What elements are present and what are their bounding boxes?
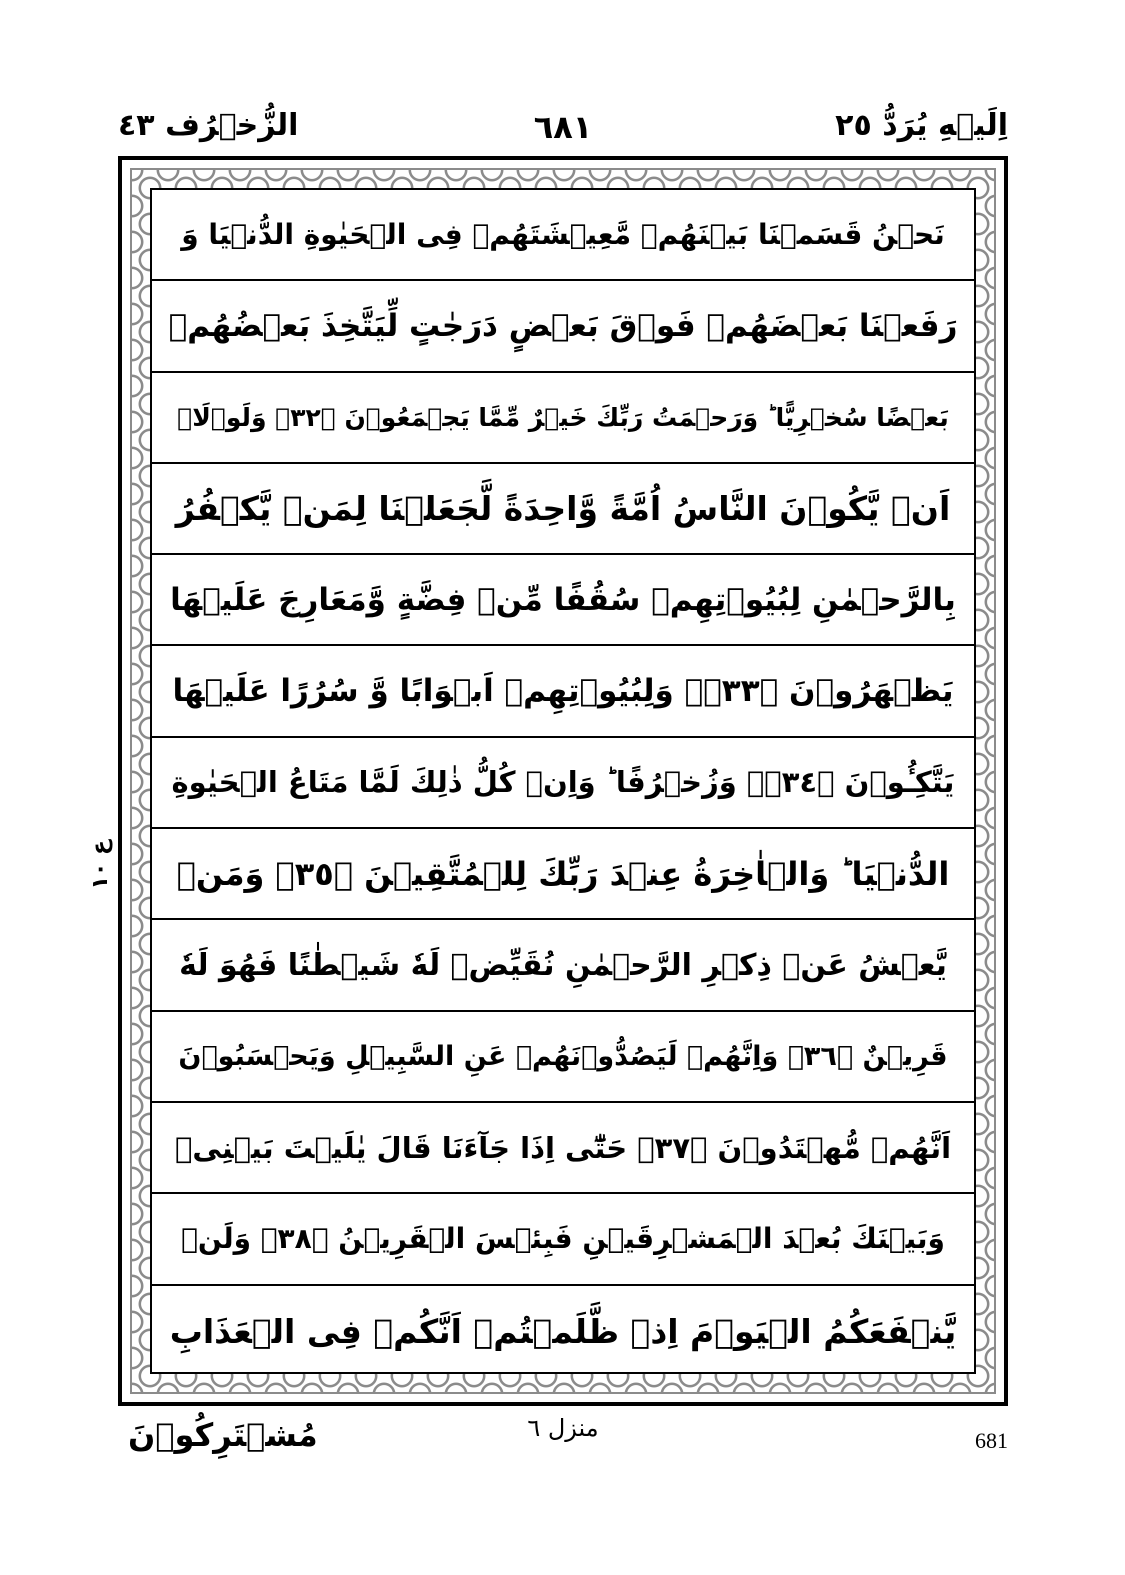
verse-line <box>152 1194 974 1285</box>
verse-line-text: يَتَّكِـُٔوۡنَ ﴿٣٤﴾ۙ وَزُخۡرُفًا ؕ وَاِنۡ كُلُّ ذٰلِكَ لَمَّا مَتَاعُ الۡحَيٰوةِ <box>171 765 955 800</box>
verse-line-text: الدُّنۡيَا ؕ وَالۡاٰخِرَةُ عِنۡدَ رَبِّكَ لِلۡمُتَّقِيۡنَ ﴿٣٥﴾ وَمَنۡ <box>176 854 950 893</box>
verse-line-text: يَّنۡفَعَكُمُ الۡيَوۡمَ اِذۡ ظَّلَمۡتُمۡ اَنَّكُمۡ فِى الۡعَذَابِ <box>169 1311 957 1351</box>
verse-line <box>152 555 974 646</box>
verse-line <box>152 829 974 920</box>
verse-line-text: يَظۡهَرُوۡنَ ﴿٣٣﴾ۙ وَلِبُيُوۡتِهِمۡ اَبۡوَابًا وَّ سُرُرًا عَلَيۡهَا <box>172 673 954 710</box>
verse-line <box>152 1103 974 1194</box>
verse-line-text: قَرِيۡنٌ ﴿٣٦﴾ وَاِنَّهُمۡ لَيَصُدُّوۡنَهُمۡ عَنِ السَّبِيۡلِ وَيَحۡسَبُوۡنَ <box>178 1040 948 1072</box>
catchword: مُشۡتَرِكُوۡنَ <box>128 1416 318 1454</box>
juz-label: اِلَيۡهِ يُرَدُّ ٢٥ <box>835 108 1008 143</box>
verse-line-text: اَنۡ يَّكُوۡنَ النَّاسُ اُمَّةً وَّاحِدَةً لَّجَعَلۡنَا لِمَنۡ يَّكۡفُرُ <box>175 489 951 529</box>
verse-line-text: يَّعۡشُ عَنۡ ذِكۡرِ الرَّحۡمٰنِ نُقَيِّضۡ لَهٗ شَيۡطٰنًا فَهُوَ لَهٗ <box>179 947 947 983</box>
verse-line <box>152 646 974 737</box>
ruku-marker: ع ١٠ <box>88 840 113 890</box>
text-panel <box>150 188 976 1374</box>
verse-line <box>152 1286 974 1377</box>
verse-line <box>152 464 974 555</box>
verse-line-text: بِالرَّحۡمٰنِ لِبُيُوۡتِهِمۡ سُقُفًا مِّنۡ فِضَّةٍ وَّمَعَارِجَ عَلَيۡهَا <box>170 581 956 618</box>
verse-line <box>152 281 974 372</box>
verse-line <box>152 738 974 829</box>
verse-line <box>152 920 974 1011</box>
verse-line-text: رَفَعۡنَا بَعۡضَهُمۡ فَوۡقَ بَعۡضٍ دَرَجٰتٍ لِّيَتَّخِذَ بَعۡضُهُمۡ <box>168 307 958 344</box>
page-header <box>118 108 1008 156</box>
verse-line-text: اَنَّهُمۡ مُّهۡتَدُوۡنَ ﴿٣٧﴾ حَتّٰٓى اِذَا جَآءَنَا قَالَ يٰلَيۡتَ بَيۡنِىۡ <box>174 1130 952 1165</box>
surah-label: الزُّخۡرُف ٤٣ <box>118 108 299 143</box>
verse-line-text: نَحۡنُ قَسَمۡنَا بَيۡنَهُمۡ مَّعِيۡشَتَهُمۡ فِى الۡحَيٰوةِ الدُّنۡيَا وَ <box>181 218 945 252</box>
verse-line <box>152 1012 974 1103</box>
verse-line <box>152 190 974 281</box>
page-number: 681 <box>975 1428 1008 1453</box>
manzil-label: منزل ٦ <box>527 1414 599 1442</box>
verse-line-text: بَعۡضًا سُخۡرِيًّا ؕ وَرَحۡمَتُ رَبِّكَ خَيۡرٌ مِّمَّا يَجۡمَعُوۡنَ ﴿٣٢﴾ وَلَوۡلَاۤ <box>177 402 949 432</box>
verse-line <box>152 373 974 464</box>
page-footer <box>118 1410 1008 1470</box>
ornamental-frame <box>118 156 1008 1406</box>
verse-line-text: وَبَيۡنَكَ بُعۡدَ الۡمَشۡرِقَيۡنِ فَبِئۡسَ الۡقَرِيۡنُ ﴿٣٨﴾ وَلَنۡ <box>181 1222 945 1256</box>
page-number-arabic: ٦٨١ <box>533 108 593 146</box>
